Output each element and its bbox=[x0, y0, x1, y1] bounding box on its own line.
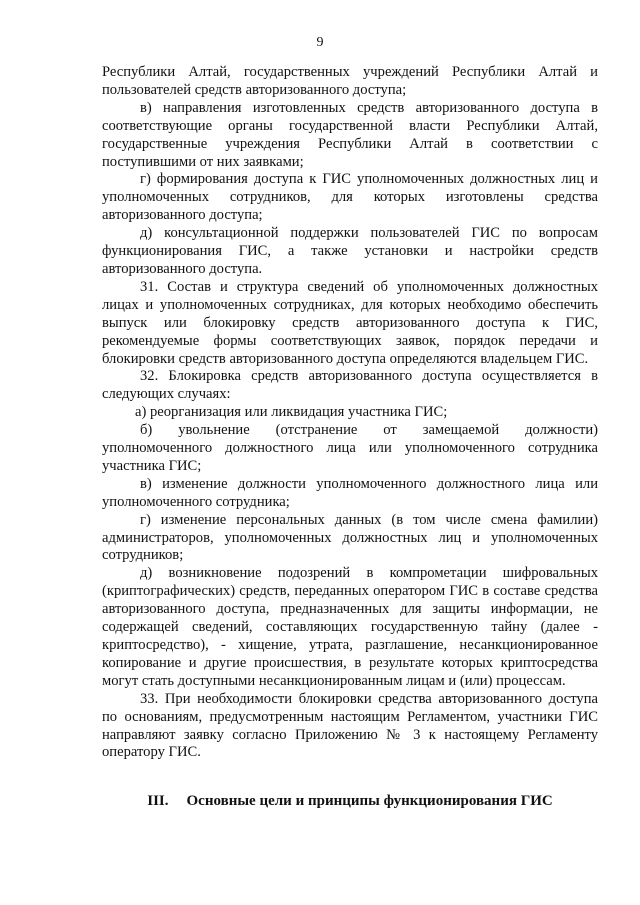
section-number: III. bbox=[147, 793, 169, 809]
paragraph: д) возникновение подозрений в компрометации шифровальных (криптографических) средств, переданных оператором ГИС в составе средства авторизованного доступа, предназначенных для защиты информации, не содержащей сведений, составляющих государственную тайну (далее - криптосредство), - хищение, утрата, разглашение, несанкционированное копирование и другие происшествия, в результате которых криптосредства могут стать доступными несанкционированным лицам и (или) процессам. bbox=[102, 565, 598, 689]
paragraph: г) изменение персональных данных (в том числе смена фамилии) администраторов, уполномоченных должностных лиц и уполномоченных сотрудников; bbox=[102, 511, 598, 564]
paragraph: 31. Состав и структура сведений об уполномоченных должностных лицах и уполномоченных сотрудниках, для которых необходимо обеспечить выпуск или блокировку средств авторизованного доступа к ГИС, рекомендуемые формы соответствующих заявок, порядок передачи и блокировки средств авторизованного доступа определяются владельцем ГИС. bbox=[102, 278, 598, 367]
paragraph: в) направления изготовленных средств авторизованного доступа в соответствующие органы государственной власти Республики Алтай, государственные учреждения Республики Алтай в соответствии с поступившими от них заявками; bbox=[102, 99, 598, 170]
section-title: Основные цели и принципы функционирования ГИС bbox=[186, 793, 553, 809]
paragraph: в) изменение должности уполномоченного должностного лица или уполномоченного сотрудника; bbox=[102, 475, 598, 510]
paragraph: б) увольнение (отстранение от замещаемой должности) уполномоченного должностного лица или уполномоченного сотрудника участника ГИС; bbox=[102, 422, 598, 474]
paragraph: а) реорганизация или ликвидация участника ГИС; bbox=[135, 404, 448, 421]
paragraph: г) формирования доступа к ГИС уполномоченных должностных лиц и уполномоченных сотрудников, для которых изготовлены средства авторизованного доступа; bbox=[102, 171, 598, 224]
paragraph: 32. Блокировка средств авторизованного доступа осуществляется в следующих случаях: bbox=[102, 368, 598, 403]
paragraph: Республики Алтай, государственных учреждений Республики Алтай и пользователей средств авторизованного доступа; bbox=[102, 64, 598, 98]
document-body bbox=[102, 64, 598, 762]
section-heading bbox=[102, 793, 598, 811]
page-number: 9 bbox=[316, 35, 324, 50]
paragraph: 33. При необходимости блокировки средства авторизованного доступа по основаниям, предусмотренным настоящим Регламентом, участники ГИС направляют заявку согласно Приложению № 3 к настоящему Регламенту оператору ГИС. bbox=[102, 690, 598, 761]
paragraph: д) консультационной поддержки пользователей ГИС по вопросам функционирования ГИС, а также установки и настройки средств авторизованного доступа. bbox=[102, 225, 598, 277]
